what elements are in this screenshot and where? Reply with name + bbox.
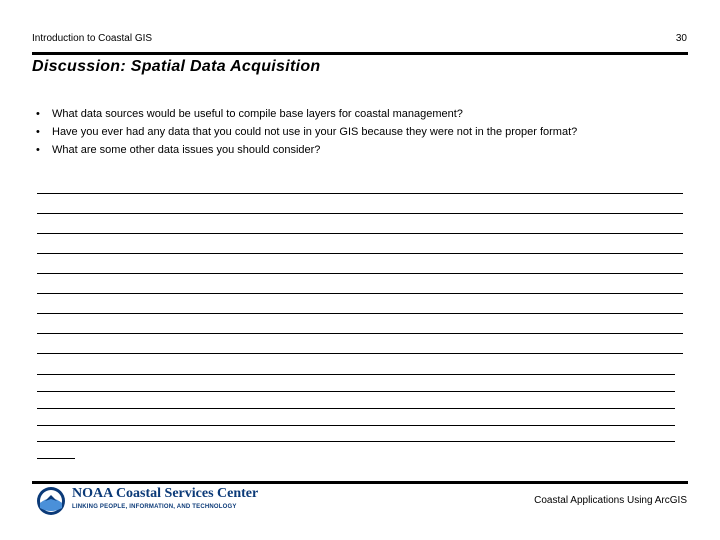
page-number: 30 — [675, 33, 687, 44]
question-text: What data sources would be useful to compile base layers for coastal management? — [52, 108, 463, 120]
answer-line — [37, 458, 75, 459]
answer-line — [37, 293, 683, 294]
header-course-title: Introduction to Coastal GIS — [32, 33, 153, 44]
answer-line — [37, 441, 675, 442]
answer-line — [37, 353, 683, 354]
question-text: Have you ever had any data that you could not use in your GIS because they were not in the proper format? — [52, 126, 578, 138]
footer-divider — [32, 481, 688, 484]
answer-line — [37, 391, 675, 392]
noaa-emblem-icon — [36, 486, 66, 516]
answer-line — [37, 425, 675, 426]
bullet-icon: • — [36, 108, 40, 120]
answer-lines — [37, 0, 687, 540]
question-text: What are some other data issues you should consider? — [52, 144, 321, 156]
answer-line — [37, 333, 683, 334]
footer-course-title: Coastal Applications Using ArcGIS — [534, 495, 687, 506]
answer-line — [37, 273, 683, 274]
logo-title: NOAA Coastal Services Center — [72, 486, 259, 501]
answer-line — [37, 193, 683, 194]
bullet-icon: • — [36, 144, 40, 156]
answer-line — [37, 374, 675, 375]
answer-line — [37, 253, 683, 254]
answer-line — [37, 213, 683, 214]
bullet-icon: • — [36, 126, 40, 138]
answer-line — [37, 313, 683, 314]
logo-tagline: LINKING PEOPLE, INFORMATION, AND TECHNOLOGY — [72, 504, 237, 510]
answer-line — [37, 233, 683, 234]
noaa-logo — [36, 486, 259, 516]
answer-line — [37, 408, 675, 409]
slide-title: Discussion: Spatial Data Acquisition — [32, 58, 321, 75]
